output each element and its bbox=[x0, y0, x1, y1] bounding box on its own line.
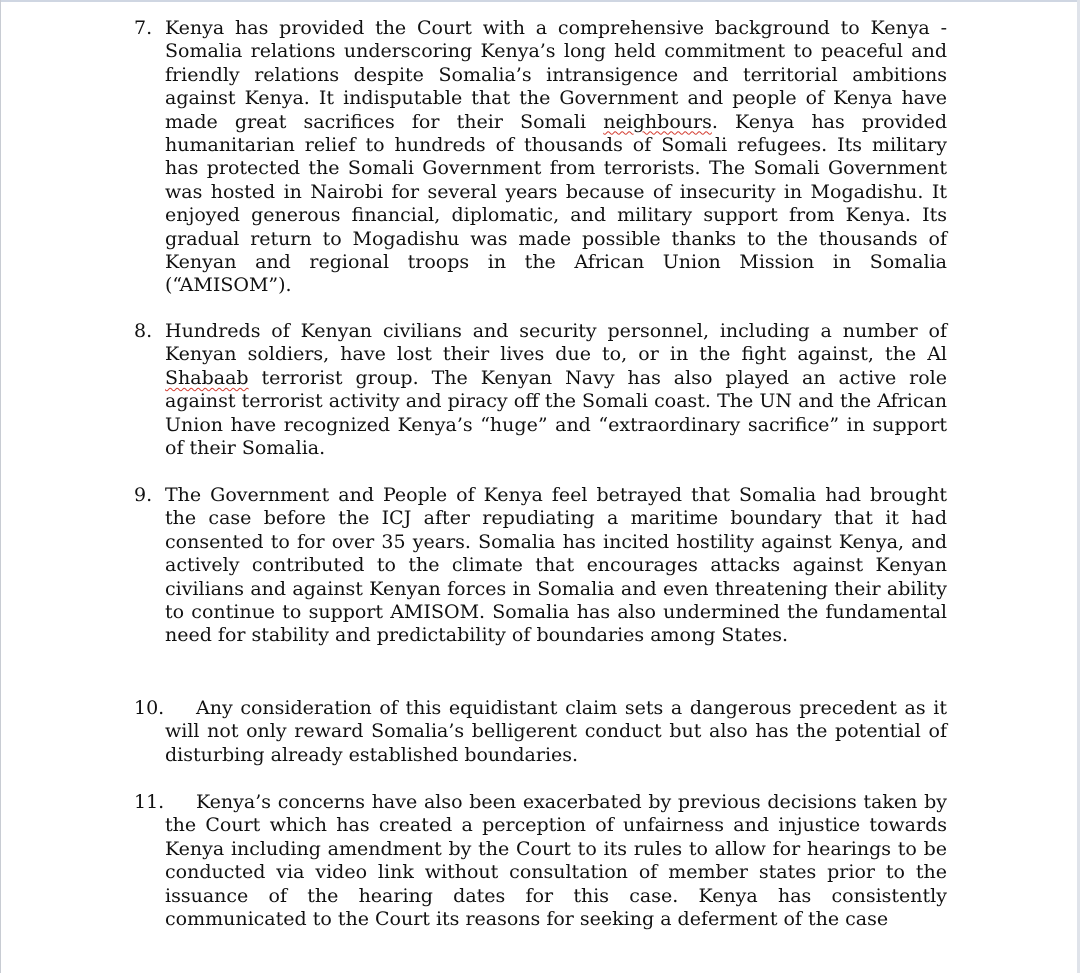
paragraph-text bbox=[165, 484, 947, 648]
text-segment: Kenya’s concerns have also been exacerbated by previous decisions taken by the Court which has created a perception of unfairness and injustice towards Kenya including amendment by the Court to its rules to allow for hearings to be conducted via video link without consultation of member states prior to the issuance of the hearing dates for this case. Kenya has consistently communicated to the Court its reasons for seeking a deferment of the case bbox=[165, 791, 947, 931]
text-segment: Any consideration of this equidistant claim sets a dangerous precedent as it will not only reward Somalia’s belligerent conduct but also has the potential of disturbing already established boundaries. bbox=[165, 697, 947, 766]
numbered-paragraph bbox=[134, 320, 947, 460]
numbered-paragraph bbox=[134, 697, 947, 767]
text-segment: The Government and People of Kenya feel betrayed that Somalia had brought the case before the ICJ after repudiating a maritime boundary that it had consented to for over 35 years. Somalia has incited hostility against Kenya, and actively contributed to the climate that encourages attacks against Kenyan civilians and against Kenyan forces in Somalia and even threatening their ability to continue to support AMISOM. Somalia has also undermined the fundamental need for stability and predictability of boundaries among States. bbox=[165, 484, 947, 647]
paragraph-number: 10. bbox=[134, 697, 165, 719]
paragraph-number: 11. bbox=[134, 791, 165, 813]
spellcheck-flagged-word[interactable]: Shabaab bbox=[165, 366, 249, 389]
numbered-paragraph bbox=[134, 484, 947, 648]
paragraph-number: 7. bbox=[134, 17, 153, 39]
text-segment: Kenya has provided the Court with a comprehensive background to Kenya - Somalia relations underscoring Kenya’s long held commitment to peaceful and friendly relations despite Somalia’s intransigence and territorial ambitions against Kenya. It indisputable that the Government and people of Kenya have made great sacrifices for their Somali bbox=[165, 17, 947, 133]
paragraph-number: 8. bbox=[134, 320, 153, 342]
text-segment: . Kenya has provided humanitarian relief to hundreds of thousands of Somali refugees. Its military has protected the Somali Government from terrorists. The Somali Government was hosted in Nairobi for several years because of insecurity in Mogadishu. It enjoyed generous financial, diplomatic, and military support from Kenya. Its gradual return to Mogadishu was made possible thanks to the thousands of Kenyan and regional troops in the African Union Mission in Somalia (“AMISOM”). bbox=[165, 110, 947, 297]
numbered-paragraph bbox=[134, 791, 947, 931]
numbered-paragraph bbox=[134, 17, 947, 298]
text-segment: Hundreds of Kenyan civilians and security personnel, including a number of Kenyan soldiers, have lost their lives due to, or in the fight against, the Al bbox=[165, 320, 947, 366]
spellcheck-flagged-word[interactable]: neighbours bbox=[603, 110, 712, 133]
paragraph-text bbox=[165, 17, 947, 298]
paragraph-text bbox=[165, 320, 947, 460]
paragraph-number: 9. bbox=[134, 484, 153, 506]
paragraph-text bbox=[165, 791, 947, 931]
paragraph-text bbox=[165, 697, 947, 767]
text-segment: terrorist group. The Kenyan Navy has also played an active role against terrorist activity and piracy off the Somali coast. The UN and the African Union have recognized Kenya’s “huge” and “extraordinary sacrifice” in support of their Somalia. bbox=[165, 366, 947, 460]
